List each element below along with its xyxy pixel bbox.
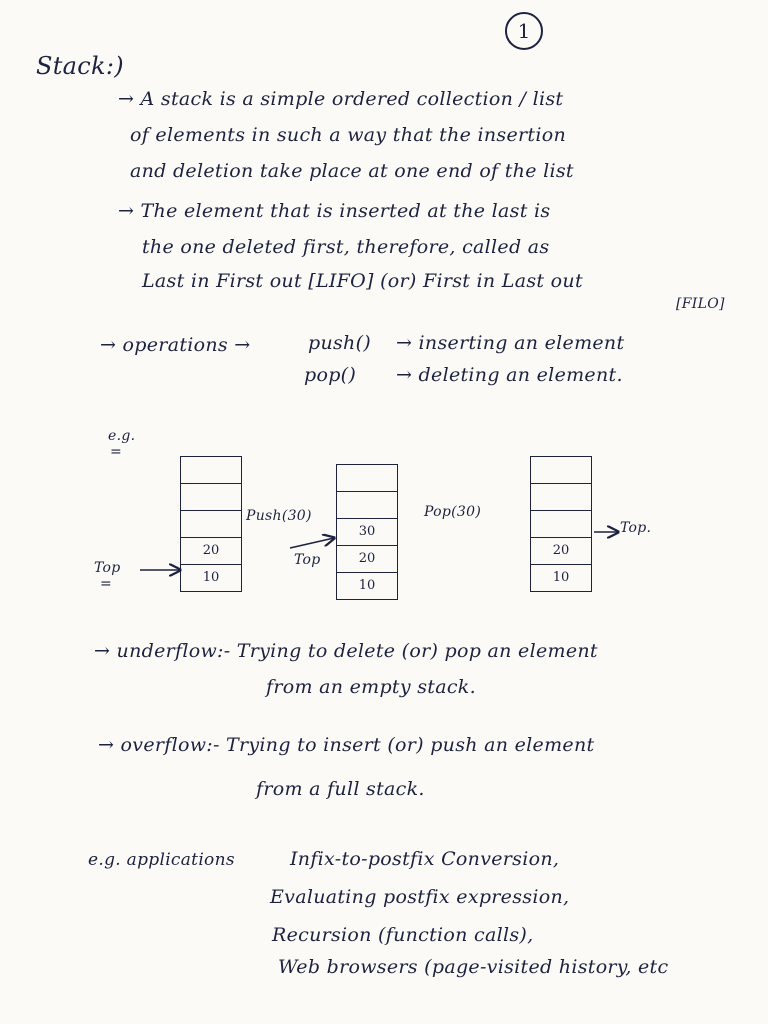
stack3-pop-label: Pop(30) [424, 504, 482, 520]
stack-cell: 10 [180, 564, 242, 592]
overflow-line-2: from a full stack. [256, 778, 425, 800]
application-item-1: Infix-to-postfix Conversion, [290, 848, 560, 870]
underflow-line-1: → underflow:- Trying to delete (or) pop an element [94, 640, 598, 662]
operation-push-desc: → inserting an element [396, 332, 625, 354]
application-item-2: Evaluating postfix expression, [270, 886, 570, 908]
stack2-top-label: Top [294, 552, 321, 568]
top-pointer-arrow-2 [290, 538, 334, 548]
heading-stack: Stack:) [36, 52, 124, 80]
lifo-line-4: [FILO] [676, 296, 725, 312]
lifo-line-3: Last in First out [LIFO] (or) First in Last out [142, 270, 583, 292]
application-item-3: Recursion (function calls), [272, 924, 534, 946]
stack-cell: 10 [336, 572, 398, 600]
operation-pop: pop() [304, 364, 357, 386]
stack-cell: 20 [336, 545, 398, 572]
lifo-line-1: → The element that is inserted at the last is [118, 200, 551, 222]
stack-cell: 10 [530, 564, 592, 592]
definition-line-1: → A stack is a simple ordered collection / list [118, 88, 564, 110]
page-number: 1 [505, 12, 543, 50]
overflow-line-1: → overflow:- Trying to insert (or) push an element [98, 734, 595, 756]
lifo-line-2: the one deleted first, therefore, called as [142, 236, 550, 258]
operations-label: → operations → [100, 334, 251, 356]
stack-cell: 20 [180, 537, 242, 564]
underflow-line-2: from an empty stack. [266, 676, 476, 698]
operation-pop-desc: → deleting an element. [396, 364, 623, 386]
stack2-push-label: Push(30) [246, 508, 312, 524]
stack-cell: 20 [530, 537, 592, 564]
stack3-top-label: Top. [620, 520, 652, 536]
stack-cell: 30 [336, 518, 398, 545]
example-label-underline: = [110, 444, 123, 460]
stack1-top-label: Top [94, 560, 121, 576]
definition-line-3: and deletion take place at one end of the list [130, 160, 574, 182]
operation-push: push() [308, 332, 372, 354]
stack1-top-underline: = [100, 576, 113, 592]
example-label: e.g. [108, 428, 136, 444]
applications-label: e.g. applications [88, 850, 235, 870]
definition-line-2: of elements in such a way that the insertion [130, 124, 566, 146]
application-item-4: Web browsers (page-visited history, etc [278, 956, 669, 978]
